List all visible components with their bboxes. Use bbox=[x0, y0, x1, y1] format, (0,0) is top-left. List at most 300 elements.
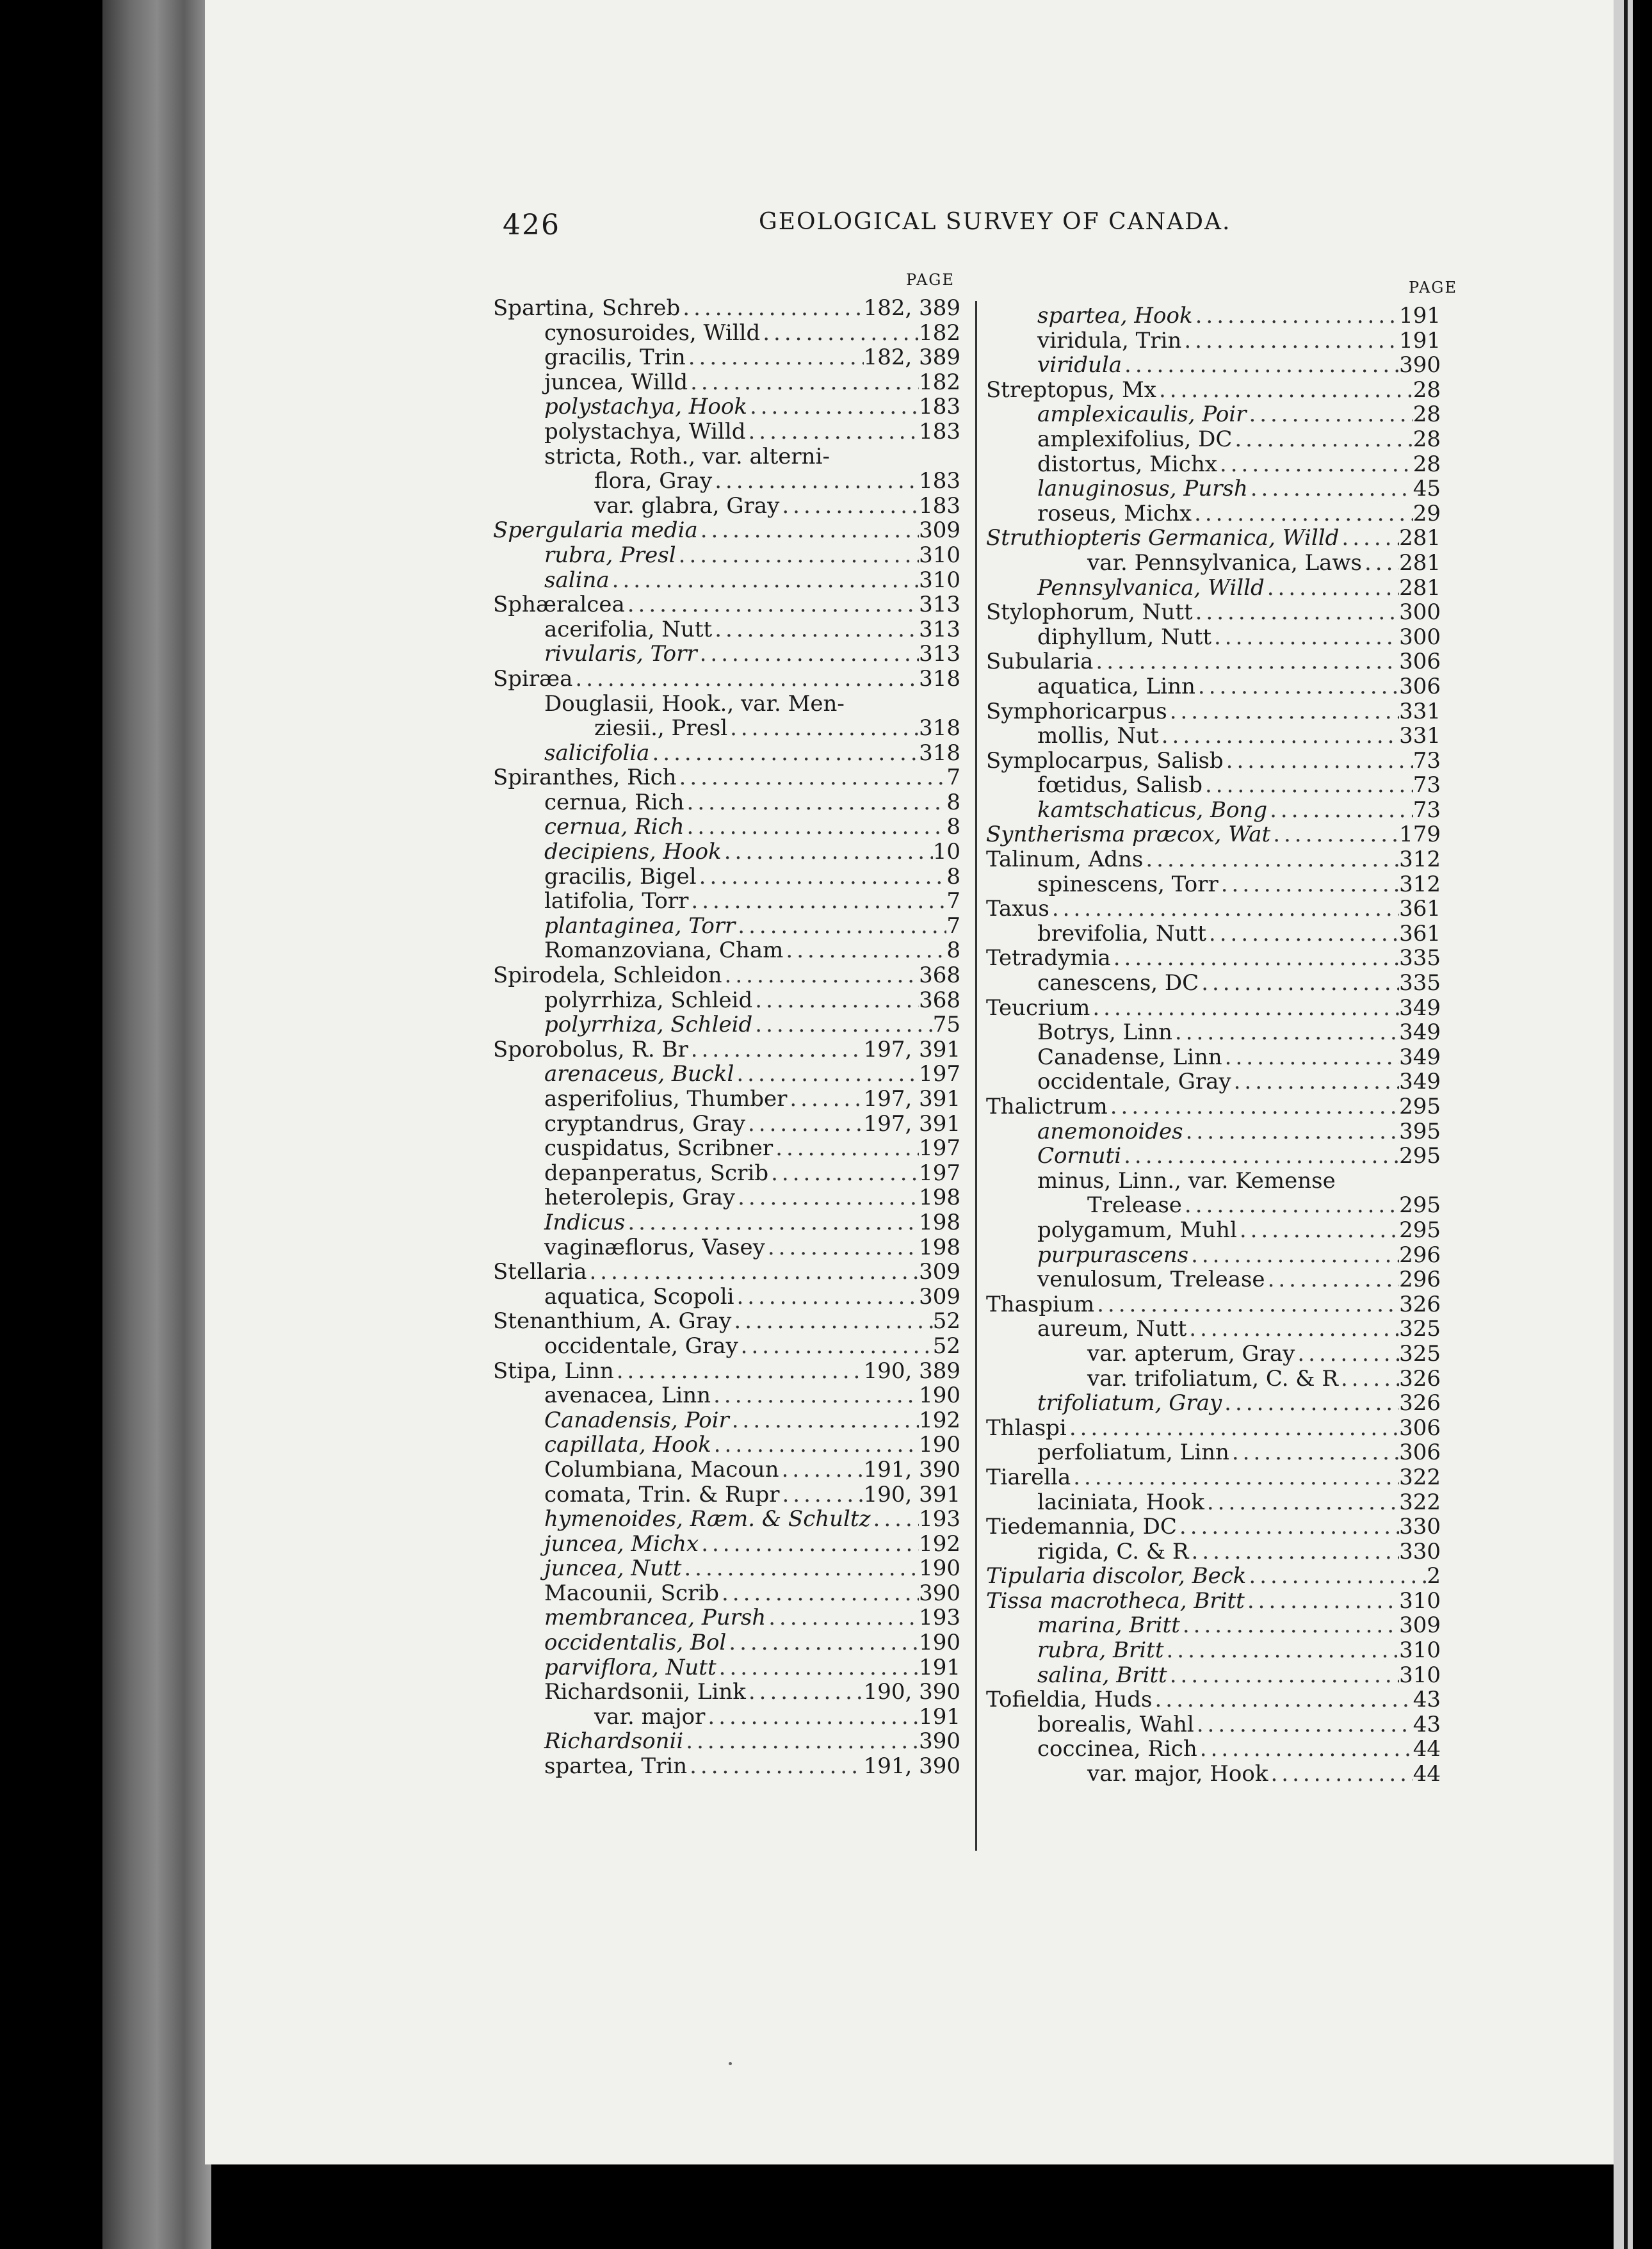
index-entry bbox=[493, 321, 960, 346]
entry-name: marina, Britt bbox=[1037, 1612, 1180, 1639]
index-entry bbox=[493, 1482, 960, 1507]
entry-name: Richardsonii bbox=[544, 1728, 684, 1755]
leader-dots bbox=[1362, 551, 1399, 576]
entry-name: Thalictrum bbox=[986, 1094, 1108, 1119]
entry-name: Richardsonii, Link bbox=[544, 1679, 746, 1705]
entry-name: Thlaspi bbox=[986, 1415, 1067, 1441]
leader-dots bbox=[1180, 1613, 1399, 1638]
leader-dots bbox=[745, 419, 919, 444]
entry-page: 331 bbox=[1399, 723, 1441, 749]
index-entry bbox=[986, 1638, 1441, 1663]
leader-dots bbox=[1152, 1687, 1413, 1712]
entry-name: cernua, Rich bbox=[544, 814, 684, 840]
leader-dots bbox=[1195, 674, 1399, 699]
entry-page: 326 bbox=[1399, 1390, 1441, 1417]
index-entry bbox=[493, 1556, 960, 1581]
leader-dots bbox=[1156, 378, 1413, 403]
entry-name: rubra, Presl bbox=[544, 542, 676, 568]
entry-name: Spiranthes, Rich bbox=[493, 765, 677, 791]
entry-name: avenacea, Linn bbox=[544, 1383, 711, 1409]
entry-name: perfoliatum, Linn bbox=[1037, 1440, 1229, 1466]
index-entry bbox=[986, 1663, 1441, 1688]
entry-page: 306 bbox=[1399, 1440, 1441, 1466]
entry-page: 349 bbox=[1399, 1019, 1441, 1046]
index-entry bbox=[493, 419, 960, 444]
entry-page: 326 bbox=[1399, 1291, 1441, 1317]
leader-dots bbox=[1167, 1663, 1399, 1688]
entry-page: 192 bbox=[919, 1407, 960, 1433]
leader-dots bbox=[688, 370, 919, 395]
index-entry bbox=[493, 1285, 960, 1310]
entry-name: capillata, Hook bbox=[544, 1432, 711, 1458]
leader-dots bbox=[1090, 996, 1399, 1021]
entry-name: rubra, Britt bbox=[1037, 1637, 1164, 1664]
entry-page: 318 bbox=[919, 715, 960, 742]
entry-name: laciniata, Hook bbox=[1037, 1489, 1204, 1515]
index-entry bbox=[986, 674, 1441, 699]
index-entry bbox=[986, 427, 1441, 452]
entry-page: 309 bbox=[919, 1283, 960, 1310]
index-entry bbox=[986, 1539, 1441, 1564]
entry-name: Canadense, Linn bbox=[1037, 1044, 1222, 1070]
index-entry bbox=[986, 1737, 1441, 1762]
entry-name: Spartina, Schreb bbox=[493, 295, 681, 321]
entry-name: var. apterum, Gray bbox=[1087, 1340, 1295, 1367]
entry-page: 312 bbox=[1399, 871, 1441, 897]
entry-page: 300 bbox=[1399, 599, 1441, 626]
leader-dots bbox=[871, 1507, 919, 1532]
entry-name: polyrrhiza, Schleid bbox=[544, 987, 753, 1013]
entry-name: occidentale, Gray bbox=[544, 1333, 738, 1359]
entry-page: 197, 391 bbox=[863, 1110, 960, 1137]
index-entry bbox=[986, 649, 1441, 674]
leader-dots bbox=[1167, 699, 1399, 724]
entry-page: 45 bbox=[1413, 476, 1441, 502]
leader-dots bbox=[1231, 1069, 1399, 1094]
entry-page: 368 bbox=[919, 962, 960, 989]
leader-dots bbox=[680, 296, 863, 321]
leader-dots bbox=[1265, 1267, 1400, 1292]
entry-name: aquatica, Scopoli bbox=[544, 1283, 734, 1310]
entry-name: salina, Britt bbox=[1037, 1662, 1167, 1688]
entry-page: 52 bbox=[932, 1308, 960, 1335]
leader-dots bbox=[1122, 353, 1399, 378]
entry-name: juncea, Willd bbox=[544, 369, 688, 395]
entry-page: 191 bbox=[1399, 303, 1441, 329]
entry-page: 8 bbox=[946, 789, 960, 815]
column-divider bbox=[975, 301, 977, 1851]
index-entry bbox=[493, 518, 960, 543]
entry-name: cryptandrus, Gray bbox=[544, 1110, 745, 1137]
index-entry bbox=[986, 1069, 1441, 1094]
index-entry bbox=[986, 526, 1441, 551]
entry-name: aquatica, Linn bbox=[1037, 673, 1195, 699]
index-entry bbox=[493, 1457, 960, 1482]
index-entry bbox=[986, 822, 1441, 847]
leader-dots bbox=[773, 1136, 919, 1161]
leader-dots bbox=[705, 1705, 919, 1730]
entry-name: var. major, Hook bbox=[1087, 1761, 1268, 1787]
entry-page: 295 bbox=[1399, 1094, 1441, 1119]
leader-dots bbox=[1229, 1440, 1399, 1465]
entry-name: comata, Trin. & Rupr bbox=[544, 1481, 780, 1507]
leader-dots bbox=[830, 444, 960, 469]
leader-dots bbox=[1049, 897, 1399, 922]
index-entry bbox=[493, 1729, 960, 1754]
leader-dots bbox=[1183, 1119, 1400, 1144]
index-entry bbox=[493, 1754, 960, 1779]
entry-name: Tiarella bbox=[986, 1464, 1071, 1490]
entry-name: coccinea, Rich bbox=[1037, 1736, 1197, 1762]
entry-page: 29 bbox=[1413, 500, 1441, 526]
entry-name: amplexifolius, DC bbox=[1037, 426, 1233, 452]
index-entry bbox=[986, 872, 1441, 897]
index-entry bbox=[493, 494, 960, 519]
index-entry bbox=[986, 1292, 1441, 1317]
entry-page: 330 bbox=[1399, 1538, 1441, 1564]
leader-dots bbox=[745, 1112, 864, 1137]
index-entry bbox=[493, 1161, 960, 1186]
entry-name: Sphæralcea bbox=[493, 592, 625, 618]
entry-page: 310 bbox=[1399, 1662, 1441, 1688]
entry-page: 182 bbox=[919, 369, 960, 395]
entry-page: 8 bbox=[946, 938, 960, 964]
entry-page: 295 bbox=[1399, 1143, 1441, 1169]
index-entry bbox=[493, 1680, 960, 1705]
index-entry bbox=[493, 296, 960, 321]
entry-name: Canadensis, Poir bbox=[544, 1407, 729, 1433]
index-entry bbox=[986, 1564, 1441, 1589]
leader-dots bbox=[1159, 724, 1399, 749]
entry-page: 395 bbox=[1399, 1118, 1441, 1144]
entry-name: canescens, DC bbox=[1037, 970, 1199, 996]
entry-page: 73 bbox=[1413, 747, 1441, 774]
entry-name: Douglasii, Hook., var. Men- bbox=[544, 690, 845, 717]
leader-dots bbox=[731, 1309, 932, 1334]
leader-dots bbox=[747, 394, 919, 419]
leader-dots bbox=[1111, 946, 1399, 971]
entry-name: Macounii, Scrib bbox=[544, 1580, 719, 1606]
index-entry bbox=[986, 1020, 1441, 1045]
leader-dots bbox=[779, 1457, 864, 1482]
entry-name: polystachya, Hook bbox=[544, 394, 747, 420]
entry-page: 190 bbox=[919, 1555, 960, 1582]
leader-dots bbox=[719, 1581, 919, 1606]
entry-name: juncea, Nutt bbox=[544, 1555, 682, 1582]
leader-dots bbox=[722, 963, 919, 988]
index-entry bbox=[493, 815, 960, 840]
entry-page: 295 bbox=[1399, 1192, 1441, 1219]
leader-dots bbox=[687, 1754, 863, 1779]
entry-name: Talinum, Adns bbox=[986, 847, 1144, 873]
index-entry bbox=[986, 402, 1441, 427]
entry-page: 349 bbox=[1399, 1044, 1441, 1070]
entry-page: 335 bbox=[1399, 970, 1441, 996]
index-entry bbox=[986, 576, 1441, 601]
leader-dots bbox=[1268, 1762, 1413, 1787]
entry-name: brevifolia, Nutt bbox=[1037, 920, 1206, 946]
entry-page: 193 bbox=[919, 1506, 960, 1532]
index-entry bbox=[986, 1218, 1441, 1243]
entry-name: var. Pennsylvanica, Laws bbox=[1087, 549, 1362, 576]
entry-page: 7 bbox=[946, 888, 960, 914]
entry-name: anemonoides bbox=[1037, 1118, 1183, 1144]
index-entry bbox=[493, 1581, 960, 1606]
entry-name: purpurascens bbox=[1037, 1242, 1189, 1268]
entry-name: ziesii., Presl bbox=[594, 715, 728, 742]
entry-name: Stipa, Linn bbox=[493, 1358, 614, 1384]
entry-page: 349 bbox=[1399, 1069, 1441, 1095]
entry-page: 182 bbox=[919, 320, 960, 346]
leader-dots bbox=[845, 692, 960, 717]
leader-dots bbox=[1232, 427, 1413, 452]
index-entry bbox=[986, 1243, 1441, 1268]
leader-dots bbox=[1194, 1712, 1413, 1737]
leader-dots bbox=[1188, 1243, 1399, 1268]
leader-dots bbox=[1222, 1045, 1399, 1070]
entry-name: gracilis, Trin bbox=[544, 345, 686, 371]
index-entry bbox=[986, 1465, 1441, 1490]
index-entry bbox=[493, 667, 960, 692]
index-entry bbox=[986, 1391, 1441, 1416]
entry-page: 183 bbox=[919, 492, 960, 519]
left-column-heading: PAGE bbox=[906, 271, 955, 289]
entry-page: 197 bbox=[919, 1061, 960, 1087]
entry-name: asperifolius, Thumber bbox=[544, 1086, 788, 1112]
entry-name: heterolepis, Gray bbox=[544, 1185, 736, 1211]
entry-name: plantaginea, Torr bbox=[544, 913, 736, 939]
entry-name: var. trifoliatum, C. & R bbox=[1087, 1365, 1338, 1392]
entry-name: fœtidus, Salisb bbox=[1037, 772, 1203, 799]
leader-dots bbox=[1186, 1317, 1399, 1342]
entry-page: 28 bbox=[1413, 451, 1441, 477]
index-entry bbox=[493, 568, 960, 593]
entry-page: 310 bbox=[1399, 1587, 1441, 1614]
entry-page: 192 bbox=[919, 1530, 960, 1557]
entry-name: Symphoricarpus bbox=[986, 698, 1167, 724]
index-entry bbox=[986, 1342, 1441, 1367]
index-entry bbox=[493, 889, 960, 914]
entry-name: cernua, Rich bbox=[544, 789, 684, 815]
entry-page: 190 bbox=[919, 1432, 960, 1458]
leader-dots bbox=[1199, 971, 1399, 996]
leader-dots bbox=[1192, 501, 1413, 526]
index-entry bbox=[493, 1136, 960, 1161]
page-edge-line bbox=[1624, 0, 1628, 2249]
entry-page: 313 bbox=[919, 592, 960, 618]
entry-name: var. major bbox=[594, 1703, 706, 1730]
entry-page: 43 bbox=[1413, 1711, 1441, 1737]
index-entry bbox=[986, 946, 1441, 971]
book-spine bbox=[102, 0, 211, 2249]
leader-dots bbox=[1245, 1589, 1399, 1614]
index-entry bbox=[986, 1762, 1441, 1787]
index-entry bbox=[986, 501, 1441, 526]
leader-dots bbox=[1246, 402, 1413, 427]
leader-dots bbox=[1204, 1490, 1399, 1515]
leader-dots bbox=[1094, 1292, 1399, 1317]
left-index-column bbox=[493, 296, 960, 1779]
entry-page: 198 bbox=[919, 1185, 960, 1211]
entry-name: spartea, Trin bbox=[544, 1753, 688, 1780]
entry-name: polygamum, Muhl bbox=[1037, 1217, 1237, 1243]
index-entry bbox=[493, 1507, 960, 1532]
entry-name: Stellaria bbox=[493, 1259, 587, 1285]
entry-name: Syntherisma præcox, Wat bbox=[986, 822, 1271, 848]
leader-dots bbox=[1270, 822, 1399, 847]
paper-speck bbox=[729, 2062, 732, 2065]
leader-dots bbox=[1217, 452, 1413, 477]
index-entry bbox=[986, 996, 1441, 1021]
leader-dots bbox=[1143, 847, 1399, 872]
entry-page: 349 bbox=[1399, 995, 1441, 1021]
entry-page: 198 bbox=[919, 1234, 960, 1260]
entry-name: Tipularia discolor, Beck bbox=[986, 1563, 1247, 1589]
entry-page: 361 bbox=[1399, 920, 1441, 946]
index-entry bbox=[493, 1087, 960, 1112]
leader-dots bbox=[1197, 1737, 1413, 1762]
leader-dots bbox=[1248, 476, 1413, 501]
entry-page: 325 bbox=[1399, 1340, 1441, 1367]
index-entry bbox=[986, 452, 1441, 477]
index-entry bbox=[493, 1235, 960, 1260]
leader-dots bbox=[768, 1161, 919, 1186]
entry-name: Stylophorum, Nutt bbox=[986, 599, 1193, 626]
index-entry bbox=[986, 1267, 1441, 1292]
leader-dots bbox=[712, 469, 919, 494]
entry-name: Tissa macrotheca, Britt bbox=[986, 1587, 1245, 1614]
leader-dots bbox=[676, 543, 919, 568]
leader-dots bbox=[779, 494, 919, 519]
entry-page: 296 bbox=[1399, 1242, 1441, 1268]
entry-name: rivularis, Torr bbox=[544, 641, 697, 667]
entry-page: 10 bbox=[932, 839, 960, 865]
entry-name: Pennsylvanica, Willd bbox=[1037, 574, 1265, 601]
entry-page: 281 bbox=[1399, 574, 1441, 601]
index-entry bbox=[986, 600, 1441, 625]
entry-page: 326 bbox=[1399, 1365, 1441, 1392]
entry-name: stricta, Roth., var. alterni- bbox=[544, 443, 830, 469]
entry-name: Spergularia media bbox=[493, 517, 698, 544]
index-entry bbox=[986, 476, 1441, 501]
entry-name: venulosum, Trelease bbox=[1037, 1267, 1265, 1293]
index-entry bbox=[493, 370, 960, 395]
leader-dots bbox=[1336, 1169, 1441, 1194]
index-entry bbox=[493, 1210, 960, 1235]
entry-page: 318 bbox=[919, 740, 960, 766]
leader-dots bbox=[711, 1433, 919, 1457]
leader-dots bbox=[684, 815, 947, 840]
entry-name: depanperatus, Scrib bbox=[544, 1160, 769, 1186]
entry-page: 313 bbox=[919, 616, 960, 642]
index-entry bbox=[493, 1408, 960, 1433]
entry-page: 43 bbox=[1413, 1687, 1441, 1713]
entry-name: lanuginosus, Pursh bbox=[1037, 476, 1248, 502]
entry-page: 182, 389 bbox=[863, 295, 960, 321]
entry-name: Trelease bbox=[1087, 1192, 1182, 1219]
index-entry bbox=[493, 1185, 960, 1210]
index-entry bbox=[493, 1655, 960, 1680]
entry-name: Subularia bbox=[986, 649, 1094, 675]
index-entry bbox=[493, 790, 960, 815]
index-entry bbox=[986, 1687, 1441, 1712]
index-entry bbox=[493, 1383, 960, 1408]
entry-page: 331 bbox=[1399, 698, 1441, 724]
leader-dots bbox=[1193, 304, 1399, 329]
leader-dots bbox=[752, 988, 919, 1013]
leader-dots bbox=[766, 1605, 919, 1630]
entry-name: var. glabra, Gray bbox=[594, 492, 780, 519]
index-entry bbox=[986, 847, 1441, 872]
leader-dots bbox=[1219, 872, 1399, 897]
entry-name: gracilis, Bigel bbox=[544, 863, 697, 889]
entry-page: 73 bbox=[1413, 797, 1441, 823]
index-entry bbox=[986, 897, 1441, 922]
entry-name: diphyllum, Nutt bbox=[1037, 624, 1211, 650]
leader-dots bbox=[1177, 1514, 1399, 1539]
entry-name: membrancea, Pursh bbox=[544, 1605, 766, 1631]
index-entry bbox=[493, 963, 960, 988]
index-entry bbox=[493, 469, 960, 494]
entry-name: salicifolia bbox=[544, 740, 650, 766]
entry-page: 191 bbox=[919, 1654, 960, 1680]
index-entry bbox=[493, 938, 960, 963]
entry-name: minus, Linn., var. Kemense bbox=[1037, 1167, 1336, 1194]
entry-name: mollis, Nut bbox=[1037, 723, 1159, 749]
entry-page: 190, 390 bbox=[863, 1679, 960, 1705]
page-number: 426 bbox=[503, 209, 560, 241]
index-entry bbox=[493, 394, 960, 419]
leader-dots bbox=[677, 765, 947, 790]
entry-name: polystachya, Willd bbox=[544, 418, 746, 444]
leader-dots bbox=[1246, 1564, 1427, 1589]
entry-page: 330 bbox=[1399, 1514, 1441, 1540]
index-entry bbox=[986, 304, 1441, 329]
entry-page: 322 bbox=[1399, 1464, 1441, 1490]
entry-page: 7 bbox=[946, 913, 960, 939]
leader-dots bbox=[697, 642, 919, 667]
index-entry bbox=[493, 1012, 960, 1037]
entry-page: 8 bbox=[946, 863, 960, 889]
leader-dots bbox=[787, 1087, 863, 1112]
leader-dots bbox=[688, 1037, 864, 1062]
leader-dots bbox=[587, 1260, 919, 1285]
leader-dots bbox=[783, 938, 946, 963]
entry-name: Cornuti bbox=[1037, 1143, 1122, 1169]
index-entry bbox=[493, 865, 960, 889]
index-entry bbox=[493, 1359, 960, 1384]
entry-page: 390 bbox=[1399, 352, 1441, 378]
index-entry bbox=[986, 749, 1441, 774]
entry-page: 197, 391 bbox=[863, 1086, 960, 1112]
entry-page: 390 bbox=[919, 1580, 960, 1606]
entry-name: viridula bbox=[1037, 352, 1122, 378]
entry-page: 361 bbox=[1399, 896, 1441, 922]
entry-page: 306 bbox=[1399, 1415, 1441, 1441]
entry-page: 190, 391 bbox=[863, 1481, 960, 1507]
leader-dots bbox=[712, 617, 919, 642]
entry-name: arenaceus, Buckl bbox=[544, 1061, 734, 1087]
entry-page: 44 bbox=[1413, 1736, 1441, 1762]
leader-dots bbox=[735, 1185, 919, 1210]
entry-page: 191 bbox=[1399, 327, 1441, 353]
entry-page: 390 bbox=[919, 1728, 960, 1755]
entry-name: hymenoides, Ræm. & Schultz bbox=[544, 1506, 871, 1532]
leader-dots bbox=[734, 1285, 919, 1310]
entry-name: Spirodela, Schleidon bbox=[493, 962, 722, 989]
index-entry bbox=[986, 1367, 1441, 1392]
index-entry bbox=[986, 1094, 1441, 1119]
